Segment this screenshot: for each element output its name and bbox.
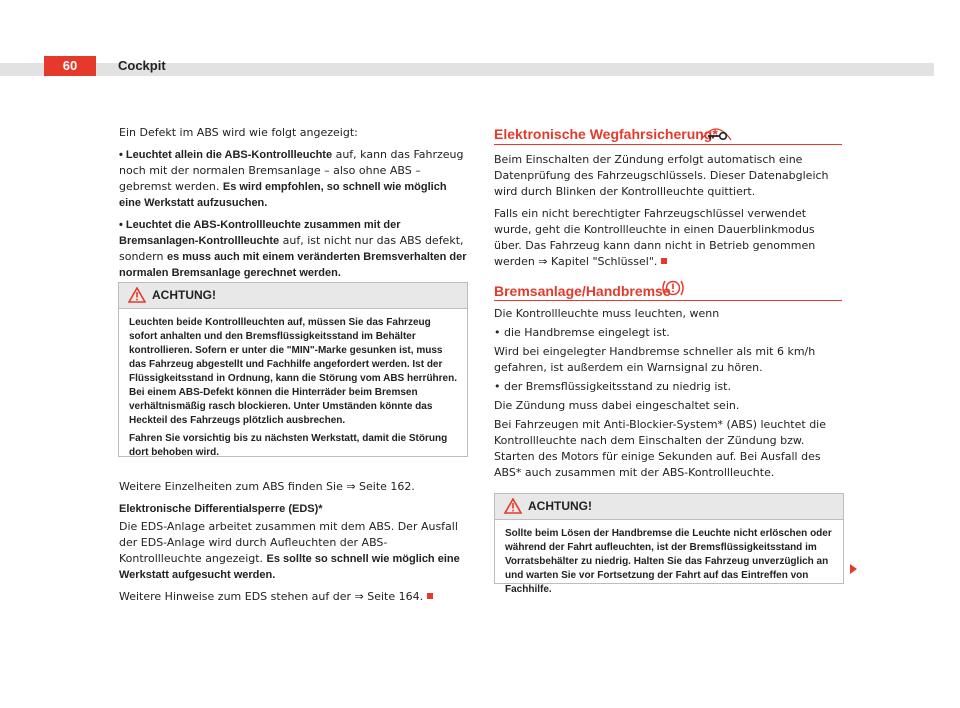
end-marker-icon [427,593,433,599]
abs-intro: Ein Defekt im ABS wird wie folgt angezeigt: [119,126,358,139]
left-column-bottom [119,479,467,611]
brake-section [494,306,842,484]
warning-box-abs-body [119,309,467,472]
left-column-top [119,125,467,287]
immobilizer-heading-rule [494,144,842,145]
immobilizer-heading: Elektronische Wegfahrsicherung* [494,126,718,142]
eds-heading: Elektronische Differentialsperre (EDS)* [119,503,323,515]
brake-warning-icon [661,277,685,299]
brake-text-4: • der Bremsflüssigkeitsstand zu niedrig ist. [494,380,731,393]
immobilizer-text-1: Beim Einschalten der Zündung erfolgt automatisch eine Datenprüfung des Fahrzeugschlüssels. Dieser Datenabgleich wird durch Blinken der Kontrollleuchte quittiert. [494,153,829,198]
warning-box-abs [118,282,468,457]
abs-bullet-2-emphasis: es muss auch mit einem veränderten Bremsverhalten der normalen Bremsanlage gerechnet werden. [119,251,467,279]
warning-label: ACHTUNG! [528,499,592,513]
warning-box-brake-header [495,494,843,520]
abs-bullet-1-emphasis: Es wird empfohlen, so schnell wie möglich eine Werkstatt aufzusuchen. [119,181,447,209]
brake-text-1: Die Kontrollleuchte muss leuchten, wenn [494,307,720,320]
immobilizer-section [494,152,842,276]
warning-box-brake-body [495,520,843,609]
next-page-arrow-icon [850,564,857,574]
brake-heading: Bremsanlage/Handbremse [494,283,671,299]
abs-more-info: Weitere Einzelheiten zum ABS finden Sie ⇒ Seite 162. [119,480,415,493]
warning-brake-text: Sollte beim Lösen der Handbremse die Leuchte nicht erlöschen oder während der Fahrt aufleuchten, ist der Bremsflüssigkeitsstand im Vorratsbehälter zu niedrig. Halten Sie das Fahrzeug unverzüglich an und warten Sie vor Fortsetzung der Fahrt auf das Eintreffen von Fachhilfe. [505,528,832,595]
warning-triangle-icon [504,498,522,514]
eds-emphasis: Es sollte so schnell wie möglich eine Werkstatt aufgesucht werden. [119,553,460,581]
immobilizer-text-2-body: Falls ein nicht berechtigter Fahrzeugschlüssel verwendet wurde, geht die Kontrollleuchte in einen Dauerblinkmodus über. Das Fahrzeug kann dann nicht in Betrieb genommen werden ⇒ Kapitel "Schlüssel". [494,207,816,268]
abs-bullet-2 [119,217,467,281]
brake-text-3: Wird bei eingelegter Handbremse schneller als mit 6 km/h gefahren, ist außerdem ein Warnsignal zu hören. [494,345,816,374]
brake-text-6: Bei Fahrzeugen mit Anti-Blockier-System* (ABS) leuchtet die Kontrollleuchte nach dem Einschalten der Zündung bzw. Starten des Motors für einige Sekunden auf. Bei Ausfall des ABS* auch zusammen mit der ABS-Kontrollleuchte. [494,418,827,479]
abs-bullet-2-lead: • Leuchtet die ABS-Kontrollleuchte zusammen mit der Bremsanlagen-Kontrollleuchte [119,219,401,247]
brake-text-5: Die Zündung muss dabei eingeschaltet sein. [494,399,740,412]
key-icon [698,122,734,144]
end-marker-icon [661,258,667,264]
warning-label: ACHTUNG! [152,288,216,302]
abs-bullet-1 [119,147,467,211]
warning-abs-text-2: Fahren Sie vorsichtig bis zu nächsten Werkstatt, damit die Störung dort behoben wird. [129,433,448,458]
abs-bullet-1-text: auf, kann das Fahrzeug noch mit der normalen Bremsanlage – also ohne ABS – gebremst werden. [119,148,464,193]
eds-more-text: Weitere Hinweise zum EDS stehen auf der ⇒ Seite 164. [119,590,424,603]
brake-heading-rule [494,300,842,301]
page-number: 60 [44,56,96,76]
eds-paragraph [119,519,467,583]
warning-box-brake [494,493,844,595]
page-title: Cockpit [118,58,166,73]
immobilizer-text-2 [494,206,842,270]
warning-abs-text-1: Leuchten beide Kontrollleuchten auf, müssen Sie das Fahrzeug sofort anhalten und den Bremsflüssigkeitsstand im Behälter kontrollieren. Sofern er unter die "MIN"-Marke gesunken ist, muss das Fahrzeug abgestellt und Fachhilfe angefordert werden. Ist der Flüssigkeitsstand in Ordnung, kann die Störung vom ABS herrühren. Bei einem ABS-Defekt können die Hinterräder beim Bremsen verhältnismäßig rasch blockieren. Unter Umständen könnte das Heckteil des Fahrzeugs plötzlich ausbrechen. [129,317,457,426]
eds-more-info [119,589,467,605]
warning-triangle-icon [128,287,146,303]
abs-bullet-1-lead: • Leuchtet allein die ABS-Kontrollleuchte [119,149,333,161]
eds-text: Die EDS-Anlage arbeitet zusammen mit dem ABS. Der Ausfall der EDS-Anlage wird durch Aufleuchten der ABS-Kontrollleuchte angezeigt. [119,520,458,565]
warning-box-abs-header [119,283,467,309]
abs-bullet-2-text: auf, ist nicht nur das ABS defekt, sondern [119,234,464,263]
brake-text-2: • die Handbremse eingelegt ist. [494,326,670,339]
